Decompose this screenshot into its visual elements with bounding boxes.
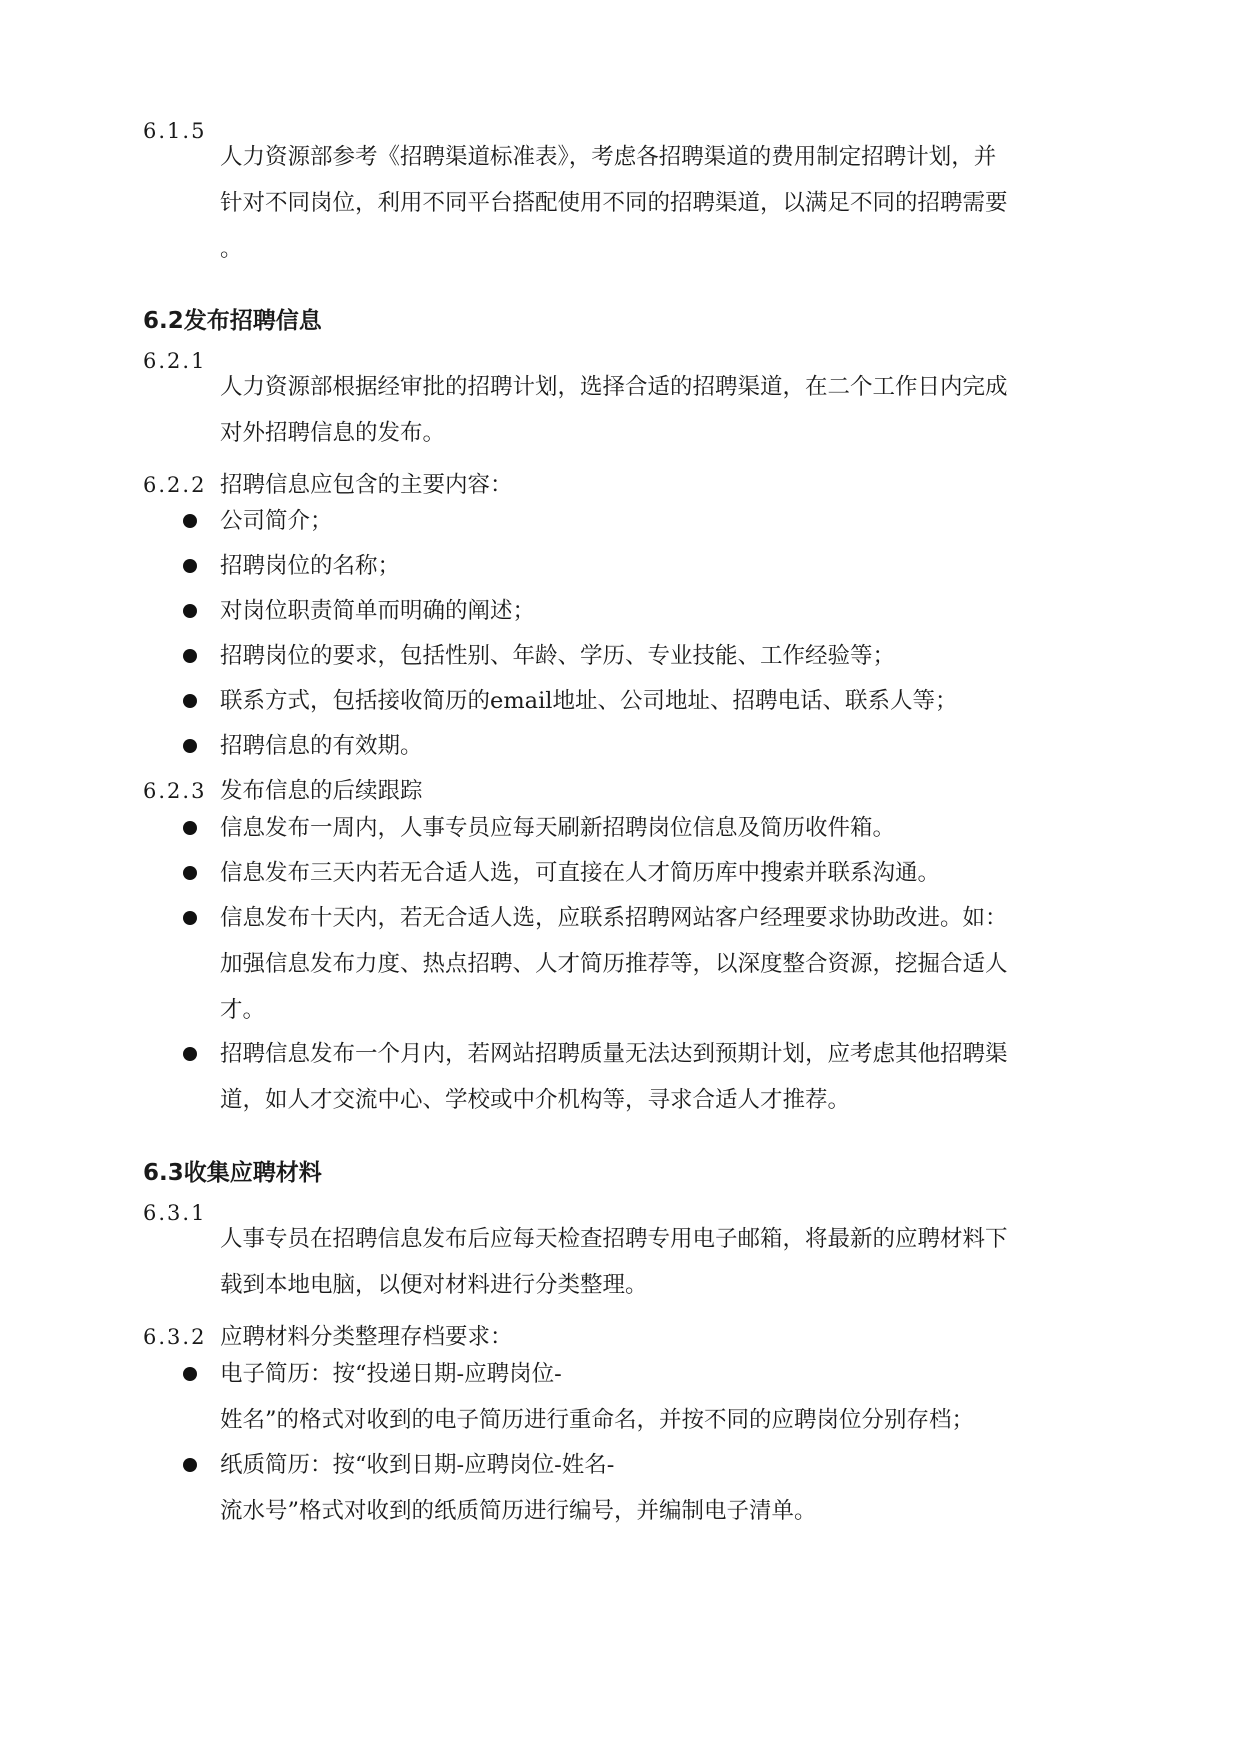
list-item: 招聘岗位的要求，包括性别、年龄、学历、专业技能、工作经验等； <box>220 643 896 669</box>
paragraph-line: 人力资源部参考《招聘渠道标准表》，考虑各招聘渠道的费用制定招聘计划，并 <box>220 144 997 170</box>
paragraph <box>220 134 1100 272</box>
list-item <box>220 805 895 851</box>
list-item-line: 信息发布一周内，人事专员应每天刷新招聘岗位信息及简历收件箱。 <box>220 815 896 841</box>
list-item: 公司简介； <box>220 508 333 534</box>
section-number: 6.2.1 <box>143 349 207 373</box>
section-number: 6.3.1 <box>143 1201 207 1225</box>
bullet-icon <box>183 694 197 708</box>
list-item-line: 纸质简历：按“收到日期-应聘岗位-姓名- <box>220 1452 615 1478</box>
bullet-icon <box>183 911 197 925</box>
list-item-line: 电子简历：按“投递日期-应聘岗位- <box>220 1361 562 1387</box>
bullet-icon <box>183 821 197 835</box>
bullet-icon <box>183 1458 197 1472</box>
bullet-icon <box>183 1367 197 1381</box>
bullet-icon <box>183 866 197 880</box>
paragraph-line: 。 <box>220 236 243 262</box>
bullet-icon <box>183 1047 197 1061</box>
paragraph-line: 针对不同岗位，利用不同平台搭配使用不同的招聘渠道，以满足不同的招聘需要 <box>220 190 1008 216</box>
list-item-line: 道，如人才交流中心、学校或中介机构等，寻求合适人才推荐。 <box>220 1087 851 1113</box>
bullet-icon <box>183 559 197 573</box>
paragraph <box>220 364 1100 456</box>
section-number: 6.3.2 <box>143 1325 207 1349</box>
paragraph-line: 载到本地电脑，以便对材料进行分类整理。 <box>220 1272 648 1298</box>
list-item: 招聘信息的有效期。 <box>220 733 423 759</box>
section-heading: 6.2发布招聘信息 <box>143 308 322 334</box>
section-number: 6.2.3 <box>143 779 207 803</box>
list-item-line: 加强信息发布力度、热点招聘、人才简历推荐等，以深度整合资源，挖掘合适人 <box>220 951 1008 977</box>
list-item: 对岗位职责简单而明确的阐述； <box>220 598 536 624</box>
paragraph-line: 人力资源部根据经审批的招聘计划，选择合适的招聘渠道，在二个工作日内完成 <box>220 374 1008 400</box>
section-heading: 6.3收集应聘材料 <box>143 1160 322 1186</box>
list-item-line: 流水号”格式对收到的纸质简历进行编号，并编制电子清单。 <box>220 1498 817 1524</box>
list-item-line: 招聘信息发布一个月内，若网站招聘质量无法达到预期计划，应考虑其他招聘渠 <box>220 1041 1008 1067</box>
list-item-line: 信息发布三天内若无合适人选，可直接在人才简历库中搜索并联系沟通。 <box>220 860 941 886</box>
list-item: 联系方式，包括接收简历的email地址、公司地址、招聘电话、联系人等； <box>220 688 958 714</box>
section-label: 发布信息的后续跟踪 <box>220 778 423 804</box>
bullet-icon <box>183 739 197 753</box>
paragraph <box>220 1216 1100 1308</box>
paragraph-line: 人事专员在招聘信息发布后应每天检查招聘专用电子邮箱，将最新的应聘材料下 <box>220 1226 1008 1252</box>
bullet-icon <box>183 649 197 663</box>
section-number: 6.1.5 <box>143 119 207 143</box>
list-item: 招聘岗位的名称； <box>220 553 401 579</box>
list-item-line: 才。 <box>220 997 266 1023</box>
section-label: 招聘信息应包含的主要内容： <box>220 472 513 498</box>
paragraph-line: 对外招聘信息的发布。 <box>220 420 446 446</box>
list-item <box>220 895 1008 1033</box>
list-item-line: 姓名”的格式对收到的电子简历进行重命名，并按不同的应聘岗位分别存档； <box>220 1407 975 1433</box>
list-item-line: 信息发布十天内，若无合适人选，应联系招聘网站客户经理要求协助改进。如： <box>220 905 1008 931</box>
list-item <box>220 850 940 896</box>
section-label: 应聘材料分类整理存档要求： <box>220 1324 513 1350</box>
list-item <box>220 1031 1008 1123</box>
list-item <box>220 1442 817 1534</box>
list-item <box>220 1351 974 1443</box>
section-number: 6.2.2 <box>143 473 207 497</box>
bullet-icon <box>183 514 197 528</box>
bullet-icon <box>183 604 197 618</box>
